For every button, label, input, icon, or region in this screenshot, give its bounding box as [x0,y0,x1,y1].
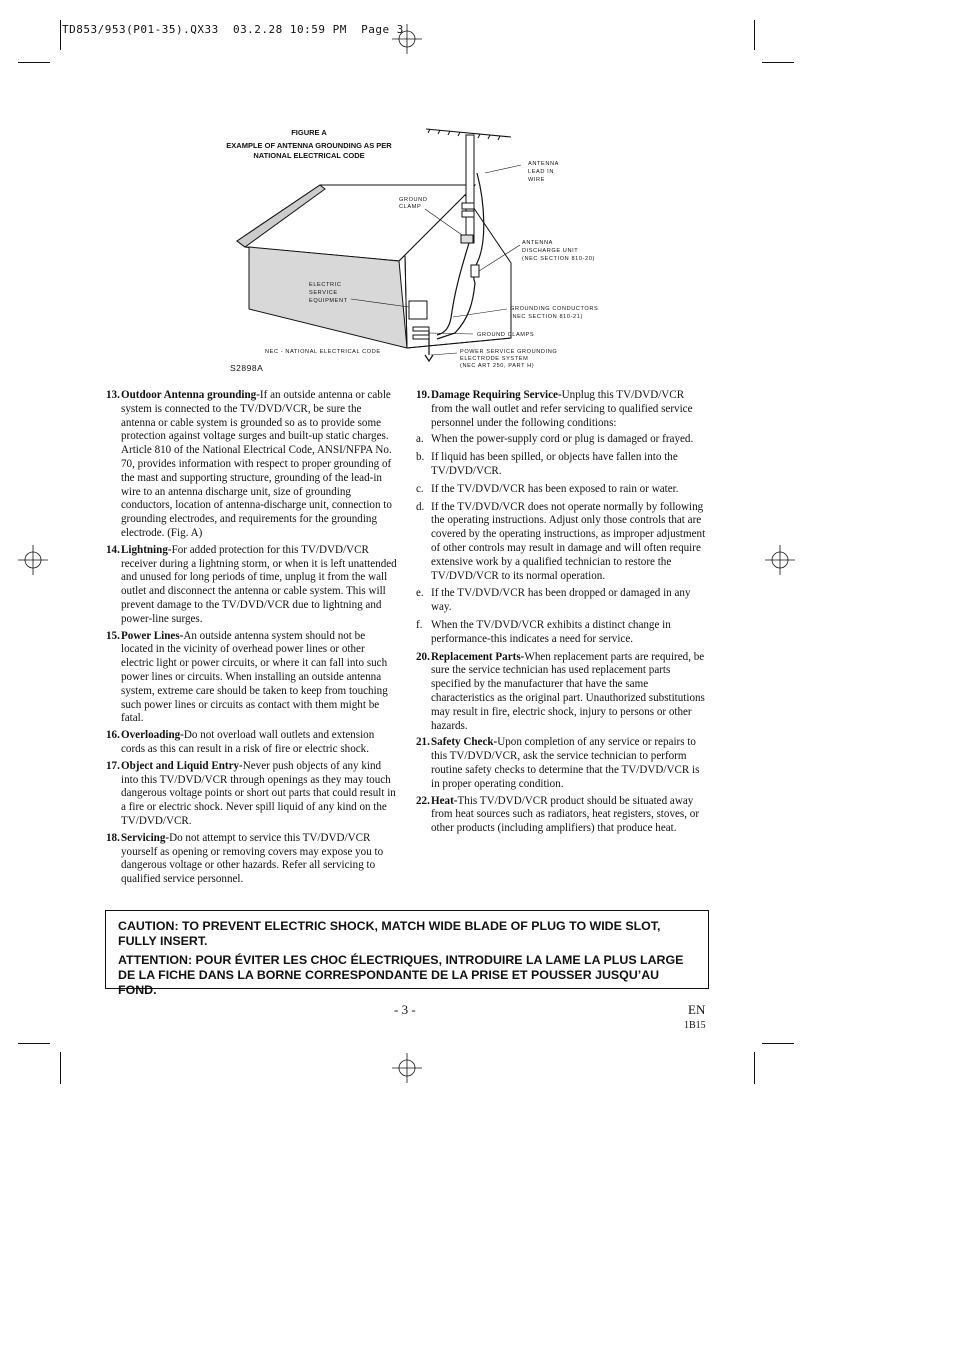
caution-box [105,910,709,997]
safety-item-16: 16. Overloading-Do not overload wall outlets and extension cords as this can result in a risk of fire or electric shock. [106,729,375,755]
registration-mark-bottom [392,1053,422,1083]
label-power-service: ELECTRODE SYSTEM [460,356,529,362]
label-nec: NEC - NATIONAL ELECTRICAL CODE [265,349,381,355]
antenna-grounding-figure [215,123,615,378]
safety-item-13: 13. Outdoor Antenna grounding-If an outside antenna or cable system is connected to the TV/DVD/VCR, be sure the antenna or cable system is grounded so as to provide some protection against voltage surges and built-up static charges. Article 810 of the National Electrical Code, ANSI/NFPA No. 70, provides information with respect to proper grounding of the mast and supporting structure, grounding of the lead-in wire to an antenna discharge unit, size of grounding conductors, location of antenna-discharge unit, connection to grounding electrodes, and requirements for the grounding electrode. (Fig. A) [106,389,392,539]
print-header: TD853/953(P01-35).QX33 03.2.28 10:59 PM Page 3 [62,23,404,36]
safety-items-left [106,389,397,890]
label-ground-clamp: GROUND [399,197,428,203]
crop-mark [762,62,794,63]
safety-item-19: 19. Damage Requiring Service-Unplug this TV/DVD/VCR from the wall outlet and refer servicing to qualified service personnel under the following conditions: [416,389,693,429]
label-electric-service: EQUIPMENT [309,298,348,304]
crop-mark [18,62,50,63]
label-discharge-unit: (NEC SECTION 810-20) [522,256,595,262]
caution-french: ATTENTION: POUR ÉVITER LES CHOC ÉLECTRIQUES, INTRODUIRE LA LAME LA PLUS LARGE DE LA FICHE DANS LA BORNE CORRESPONDANTE DE LA PRISE ET POUSSER JUSQU’AU FOND. [118,953,684,997]
safety-item-14: 14. Lightning-For added protection for this TV/DVD/VCR receiver during a lightning storm, or when it is left unattended and unused for long periods of time, unplug it from the wall outlet and disconnect the antenna or cable system. This will prevent damage to the TV/DVD/VCR due to lightning and power-line surges. [106,543,397,625]
figure-subtitle-1: EXAMPLE OF ANTENNA GROUNDING AS PER [226,141,392,150]
condition-a: a. When the power-supply cord or plug is damaged or frayed. [416,433,694,446]
crop-mark [60,20,61,50]
crop-mark [754,20,755,50]
crop-mark [754,1052,755,1084]
condition-d: d. If the TV/DVD/VCR does not operate normally by following the operating instructions. Adjust only those controls that are covered by the operating instructions, as improper adjustment of other controls may result in damage and will often require extensive work by a qualified technician to restore the TV/DVD/VCR to its normal operation. [416,500,706,582]
safety-item-21: 21. Safety Check-Upon completion of any service or repairs to this TV/DVD/VCR, ask the service technician to perform routine safety checks to determine that the TV/DVD/VCR is in proper operating condition. [416,736,700,790]
ground-clamp [413,327,429,331]
label-discharge-unit: DISCHARGE UNIT [522,248,579,254]
antenna-mast [466,135,474,243]
label-ground-clamp: CLAMP [399,204,422,210]
label-antenna-lead: LEAD IN [528,169,554,175]
condition-b: b. If liquid has been spilled, or objects have fallen into the TV/DVD/VCR. [416,451,678,477]
figure-title: FIGURE A [291,128,327,137]
safety-item-20: 20. Replacement Parts-When replacement parts are required, be sure the service technician has used replacement parts specified by the manufacturer that have the same characteristics as the original part. Unauthorized substitutions may result in fire, electric shock, injury to persons or other hazards. [416,650,705,732]
crop-mark [762,1043,794,1044]
label-ground-clamps: GROUND CLAMPS [477,332,535,338]
condition-f: f. When the TV/DVD/VCR exhibits a distinct change in performance-this indicates a need for service. [416,618,671,645]
safety-items-right [416,389,707,839]
electric-service-box [409,301,427,319]
label-power-service: POWER SERVICE GROUNDING [460,349,558,355]
label-grounding-conductors: GROUNDING CONDUCTORS [510,306,599,312]
safety-item-17: 17. Object and Liquid Entry-Never push objects of any kind into this TV/DVD/VCR through openings as they may touch dangerous voltage points or short out parts that could result in a fire or electric shock. Never spill liquid of any kind on the TV/DVD/VCR. [106,759,396,827]
label-antenna-lead: WIRE [528,177,546,183]
label-discharge-unit: ANTENNA [522,240,553,246]
label-grounding-conductors: (NEC SECTION 810-21) [510,314,583,320]
registration-mark-top [392,24,422,54]
condition-e: e. If the TV/DVD/VCR has been dropped or damaged in any way. [416,587,691,614]
label-antenna-lead: ANTENNA [528,161,559,167]
page-number: - 3 - [394,1002,416,1017]
document-code: 1B15 [684,1020,706,1031]
crop-mark [18,1043,50,1044]
figure-code: S2898A [230,363,264,373]
label-electric-service: SERVICE [309,290,338,296]
language-code: EN [688,1002,706,1017]
safety-item-18: 18. Servicing-Do not attempt to service this TV/DVD/VCR yourself as opening or removing covers may expose you to dangerous voltage or other hazards. Refer all servicing to qualified service personnel. [106,831,384,886]
safety-item-15: 15. Power Lines-An outside antenna system should not be located in the vicinity of overhead power lines or other electric light or power circuits, or where it can fall into such power lines or circuits. When installing an outside antenna system, extreme care should be taken to keep from touching such power lines or circuits as contact with them might be fatal. [106,629,388,725]
registration-mark-left [18,545,48,575]
safety-item-22: 22. Heat-This TV/DVD/VCR product should be situated away from heat sources such as radiators, heat registers, stoves, or other products (including amplifiers) that produce heat. [416,794,700,835]
figure-subtitle-2: NATIONAL ELECTRICAL CODE [253,151,365,160]
registration-mark-right [765,545,795,575]
caution-english: CAUTION: TO PREVENT ELECTRIC SHOCK, MATCH WIDE BLADE OF PLUG TO WIDE SLOT, FULLY INSERT. [118,919,661,948]
label-power-service: (NEC ART 250, PART H) [460,363,535,369]
discharge-unit [471,265,479,277]
label-electric-service: ELECTRIC [309,282,342,288]
condition-c: c. If the TV/DVD/VCR has been exposed to rain or water. [416,482,679,495]
crop-mark [60,1052,61,1084]
